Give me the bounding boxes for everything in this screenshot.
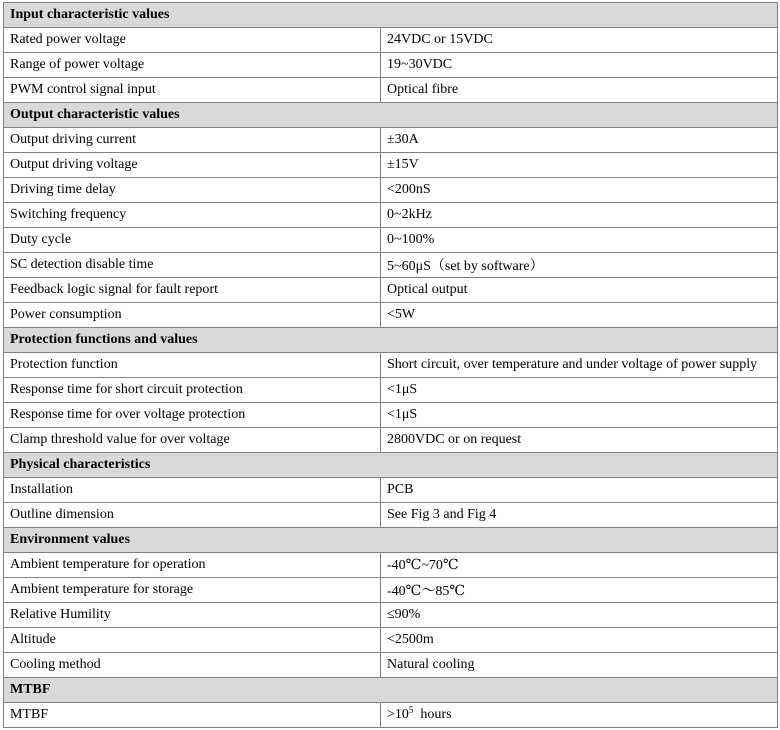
table-row <box>4 303 778 328</box>
section-header-row <box>4 3 778 28</box>
value-cell: See Fig 3 and Fig 4 <box>381 503 778 528</box>
table-row <box>4 128 778 153</box>
table-row <box>4 228 778 253</box>
parameter-cell: Duty cycle <box>4 228 381 253</box>
parameter-cell: Altitude <box>4 628 381 653</box>
table-row <box>4 353 778 378</box>
section-header-row <box>4 103 778 128</box>
value-cell: ±15V <box>381 153 778 178</box>
parameter-cell: Ambient temperature for storage <box>4 578 381 603</box>
spec-table-body <box>4 3 778 728</box>
parameter-cell: Output driving current <box>4 128 381 153</box>
value-cell: Natural cooling <box>381 653 778 678</box>
table-row <box>4 503 778 528</box>
value-cell: 19~30VDC <box>381 53 778 78</box>
parameter-cell: Installation <box>4 478 381 503</box>
value-cell: -40℃~70℃ <box>381 553 778 578</box>
value-cell: Optical fibre <box>381 78 778 103</box>
parameter-cell: Feedback logic signal for fault report <box>4 278 381 303</box>
value-cell: 5~60μS（set by software） <box>381 253 778 278</box>
section-title: Input characteristic values <box>4 3 778 28</box>
table-row <box>4 478 778 503</box>
parameter-cell: Clamp threshold value for over voltage <box>4 428 381 453</box>
value-cell: PCB <box>381 478 778 503</box>
value-cell <box>381 703 778 728</box>
table-row <box>4 703 778 728</box>
section-title: Protection functions and values <box>4 328 778 353</box>
value-cell: Short circuit, over temperature and under voltage of power supply <box>381 353 778 378</box>
value-cell: 0~2kHz <box>381 203 778 228</box>
value-unit: hours <box>413 707 452 722</box>
value-prefix: >10 <box>387 707 409 722</box>
value-exponent: 5 <box>408 705 414 715</box>
table-row <box>4 653 778 678</box>
table-row <box>4 378 778 403</box>
parameter-cell: Switching frequency <box>4 203 381 228</box>
table-row <box>4 153 778 178</box>
parameter-cell: Driving time delay <box>4 178 381 203</box>
table-row <box>4 203 778 228</box>
parameter-cell: Power consumption <box>4 303 381 328</box>
parameter-cell: Response time for over voltage protection <box>4 403 381 428</box>
value-cell: 24VDC or 15VDC <box>381 28 778 53</box>
parameter-cell: Relative Humility <box>4 603 381 628</box>
value-cell: ±30A <box>381 128 778 153</box>
section-header-row <box>4 678 778 703</box>
table-row <box>4 603 778 628</box>
table-row <box>4 578 778 603</box>
table-row <box>4 28 778 53</box>
table-row <box>4 253 778 278</box>
value-cell: <5W <box>381 303 778 328</box>
table-row <box>4 53 778 78</box>
value-cell: 2800VDC or on request <box>381 428 778 453</box>
parameter-cell: MTBF <box>4 703 381 728</box>
parameter-cell: PWM control signal input <box>4 78 381 103</box>
parameter-cell: Outline dimension <box>4 503 381 528</box>
parameter-cell: Ambient temperature for operation <box>4 553 381 578</box>
value-cell: ≤90% <box>381 603 778 628</box>
table-row <box>4 553 778 578</box>
parameter-cell: Output driving voltage <box>4 153 381 178</box>
table-row <box>4 178 778 203</box>
table-row <box>4 628 778 653</box>
value-cell: <2500m <box>381 628 778 653</box>
table-row <box>4 403 778 428</box>
table-row <box>4 428 778 453</box>
section-header-row <box>4 328 778 353</box>
section-title: Output characteristic values <box>4 103 778 128</box>
value-cell: <200nS <box>381 178 778 203</box>
parameter-cell: Cooling method <box>4 653 381 678</box>
value-cell: <1μS <box>381 378 778 403</box>
spec-table <box>3 2 778 728</box>
parameter-cell: SC detection disable time <box>4 253 381 278</box>
table-row <box>4 278 778 303</box>
section-header-row <box>4 528 778 553</box>
table-row <box>4 78 778 103</box>
section-header-row <box>4 453 778 478</box>
value-cell: Optical output <box>381 278 778 303</box>
section-title: MTBF <box>4 678 778 703</box>
parameter-cell: Rated power voltage <box>4 28 381 53</box>
value-cell: <1μS <box>381 403 778 428</box>
value-cell: 0~100% <box>381 228 778 253</box>
value-cell: -40℃～85℃ <box>381 578 778 603</box>
parameter-cell: Response time for short circuit protection <box>4 378 381 403</box>
section-title: Environment values <box>4 528 778 553</box>
parameter-cell: Protection function <box>4 353 381 378</box>
section-title: Physical characteristics <box>4 453 778 478</box>
parameter-cell: Range of power voltage <box>4 53 381 78</box>
